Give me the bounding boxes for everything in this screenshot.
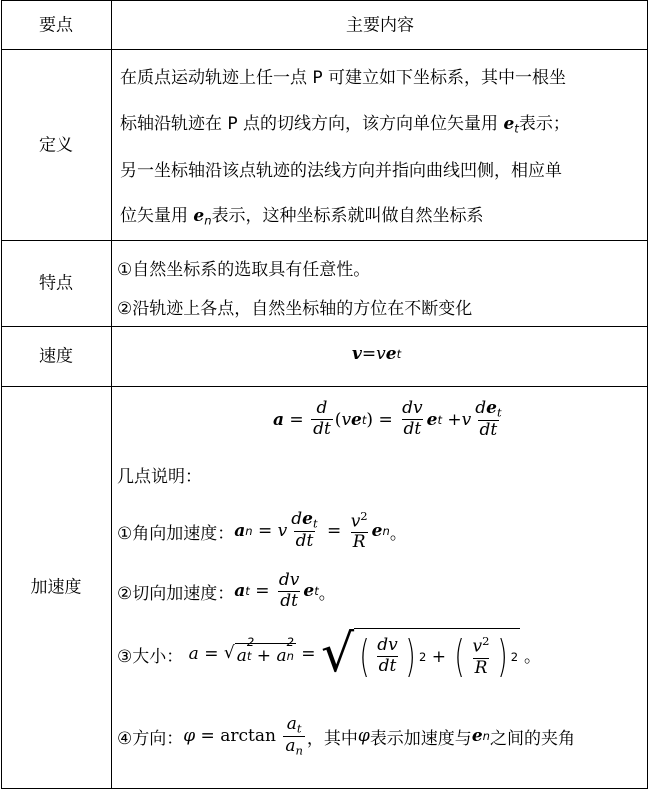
note-3-label: ③大小： [117,646,184,667]
velocity-symbol: v [352,344,362,364]
header-col-key-points: 要点 [39,15,73,36]
arctan-function: arctan [220,726,276,747]
definition-line-4-tail: 表示，这种坐标系就叫做自然坐标系 [211,206,484,226]
sqrt-symbol: √ a 2 t + a 2 n [223,634,294,666]
note-magnitude: ③大小： a = √ a 2 t + a 2 n = √ ( $\frac{dv}{dt}$ ) 2 + ( $\frac{v^2}{R}$ ) 2 。 [117,624,542,684]
definition-line-1: 在质点运动轨迹上任一点 P 可建立如下坐标系，其中一根坐 [120,68,567,88]
feature-item-1: ①自然坐标系的选取具有任意性。 [117,260,371,280]
unit-vector-et: e [503,114,515,134]
unit-vector-et-sub: t [396,347,402,361]
row-divider [1,386,648,387]
note-4-text-b: 表示加速度与 [369,728,472,749]
acceleration-formula: a = $\frac{d}{dt}$ ( v e t ) = $\frac{dv}{dt}$ e t + v $\frac{de_t}{dt}$ [273,398,502,440]
definition-line-2 [120,109,570,135]
row-label-definition: 定义 [39,135,73,156]
row-divider [1,326,648,327]
sqrt-symbol: √ ( $\frac{dv}{dt}$ ) 2 + ( $\frac{v^2}{R}$ ) 2 [320,624,519,684]
header-col-main-content: 主要内容 [346,15,414,36]
note-direction: ④方向： φ = arctan $\frac{a_t}{a_n}$ ，其中 φ 表示加速度与 e n 之间的夹角 [117,714,575,758]
speed-symbol: v [376,344,386,364]
definition-line-2-text: 标轴沿轨迹在 P 点的切线方向，该方向单位矢量用 [120,114,504,134]
unit-vector-et: e [385,344,397,364]
velocity-formula [352,344,401,364]
definition-line-4-text: 位矢量用 [120,206,194,226]
table-border-bottom [1,788,648,789]
row-divider [1,49,648,50]
definition-line-2-tail: 表示； [518,114,570,134]
table-border-top [1,0,648,1]
table-border-right [647,0,648,789]
notes-heading: 几点说明： [117,467,202,487]
feature-item-2: ②沿轨迹上各点，自然坐标轴的方位在不断变化 [117,299,473,319]
note-4-text-c: 之间的夹角 [489,728,575,749]
equals-sign: = [361,344,377,364]
row-label-features: 特点 [39,273,73,294]
definition-line-4 [120,201,484,227]
definition-line-3: 另一坐标轴沿该点轨迹的法线方向并指向曲线凹侧，相应单 [120,161,562,181]
note-2-period: 。 [318,583,336,604]
note-1-period: 。 [389,523,407,544]
row-label-acceleration: 加速度 [30,577,82,598]
note-2-label: ②切向加速度： [117,583,235,604]
note-1-label: ①角向加速度： [117,523,235,544]
unit-vector-en-sub: n [204,213,212,228]
unit-vector-en: e [193,206,205,226]
note-3-period: 。 [524,646,542,667]
note-4-label: ④方向： [117,728,184,749]
unit-vector-et-sub: t [514,121,519,136]
row-label-velocity: 速度 [39,346,73,367]
table-border-left [1,0,2,789]
row-divider [1,240,648,241]
note-4-text-a: ，其中 [306,728,358,749]
column-divider [111,0,112,789]
note-normal-acceleration: ①角向加速度： a n = v $\frac{de_t}{dt}$ = $\frac{v^2}{R}$ e n 。 [117,509,407,553]
note-tangential-acceleration: ②切向加速度： a t = $\frac{dv}{dt}$ e t 。 [117,570,336,611]
